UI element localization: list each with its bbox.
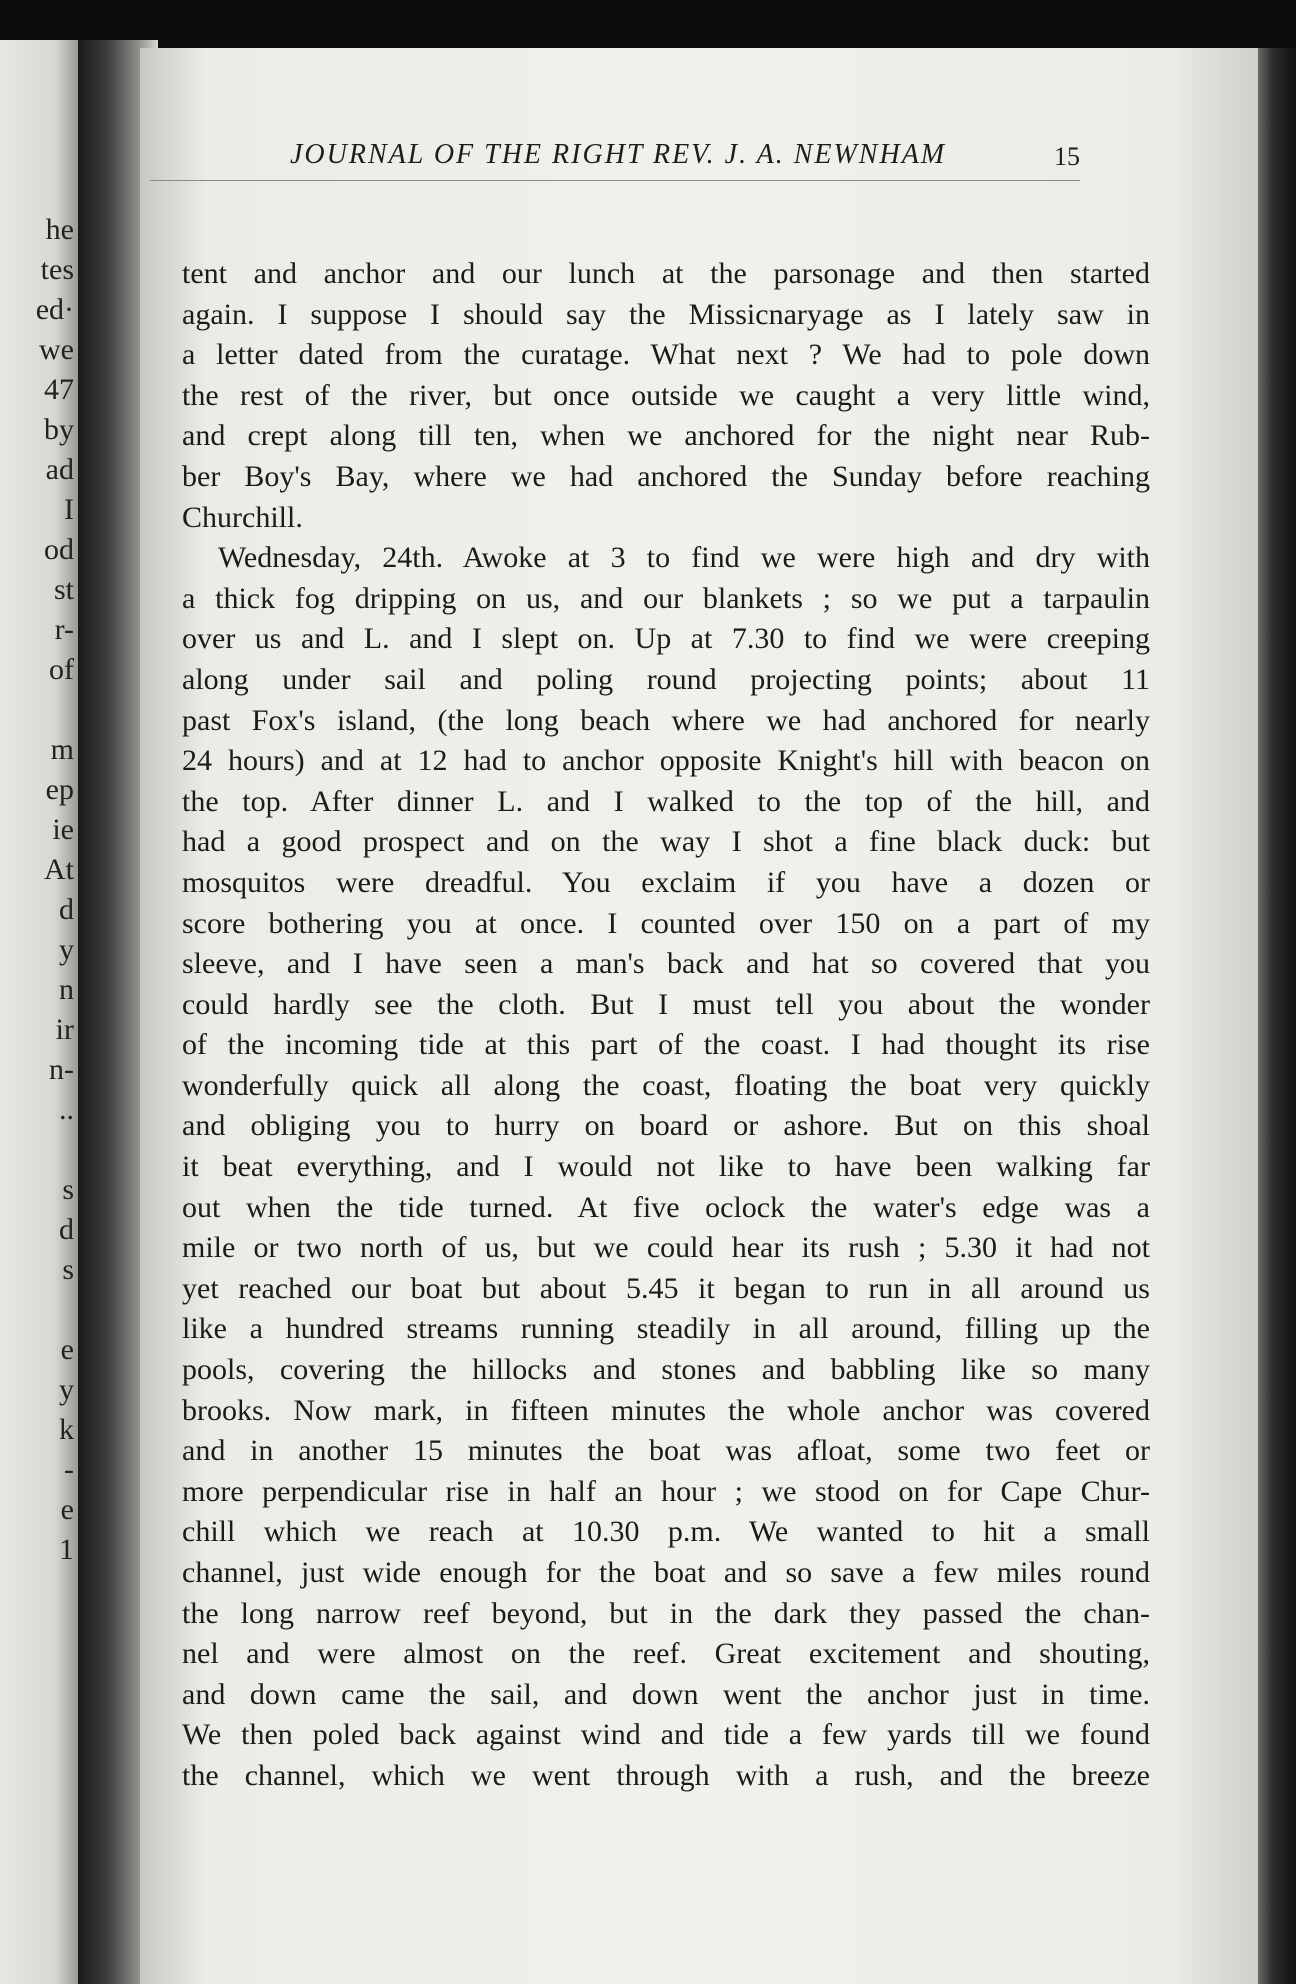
left-page-fragment: ad bbox=[45, 453, 74, 486]
text-line: like a hundred streams running steadily in all around, filling up the bbox=[182, 1312, 1150, 1346]
text-line: the channel, which we went through with a rush, and the breeze bbox=[182, 1758, 1150, 1792]
text-line: tent and anchor and our lunch at the parsonage and then started bbox=[182, 257, 1150, 290]
left-page-fragment: by bbox=[44, 413, 74, 446]
left-page-fragment: 47 bbox=[44, 373, 74, 406]
left-page-fragment: 1 bbox=[59, 1533, 74, 1566]
text-line: nel and were almost on the reef. Great excitement and shouting, bbox=[182, 1637, 1150, 1671]
text-line: and down came the sail, and down went the anchor just in time. bbox=[182, 1677, 1150, 1711]
text-line: again. I suppose I should say the Missicnaryage as I lately saw in bbox=[182, 297, 1150, 331]
left-page-fragment: ed· bbox=[35, 293, 74, 326]
left-page-fragment: n- bbox=[49, 1053, 74, 1086]
text-line: the rest of the river, but once outside we caught a very little wind, bbox=[182, 378, 1150, 412]
running-head-title: JOURNAL OF THE RIGHT REV. J. A. NEWNHAM bbox=[290, 139, 947, 170]
left-page-fragment: ir bbox=[55, 1013, 74, 1046]
left-page-edge bbox=[0, 40, 78, 1984]
left-page-fragment: y bbox=[59, 933, 74, 966]
left-page-fragment: ep bbox=[45, 773, 74, 806]
running-head bbox=[150, 130, 1080, 181]
text-line: and crept along till ten, when we anchored for the night near Rub- bbox=[182, 419, 1150, 453]
left-page-fragment: st bbox=[53, 573, 74, 606]
left-page-fragment: tes bbox=[40, 253, 74, 286]
left-page-fragment bbox=[0, 690, 78, 730]
body-text bbox=[182, 254, 1150, 1797]
text-line: over us and L. and I slept on. Up at 7.30 to find we were creeping bbox=[182, 622, 1150, 656]
left-page-fragment: he bbox=[45, 213, 74, 246]
left-page-fragment: e bbox=[60, 1493, 74, 1526]
right-page-edge bbox=[1258, 48, 1296, 1984]
left-page-fragment: d bbox=[59, 1213, 74, 1246]
text-line: 24 hours) and at 12 had to anchor opposite Knight's hill with beacon on bbox=[182, 744, 1150, 778]
left-page-fragment: At bbox=[44, 853, 74, 886]
text-line: the top. After dinner L. and I walked to the top of the hill, and bbox=[182, 784, 1150, 818]
left-page-fragment: m bbox=[50, 733, 74, 766]
text-line: more perpendicular rise in half an hour ; we stood on for Cape Chur- bbox=[182, 1474, 1150, 1508]
text-line: Churchill. bbox=[182, 500, 303, 534]
left-page-fragment bbox=[0, 1290, 78, 1330]
text-line: We then poled back against wind and tide a few yards till we found bbox=[182, 1718, 1150, 1752]
text-line: mosquitos were dreadful. You exclaim if you have a dozen or bbox=[182, 865, 1150, 899]
text-line: could hardly see the cloth. But I must tell you about the wonder bbox=[182, 987, 1150, 1021]
left-page-fragment: od bbox=[44, 533, 74, 566]
left-page-fragment: d bbox=[59, 893, 74, 926]
page-number: 15 bbox=[1054, 142, 1080, 171]
text-line: and obliging you to hurry on board or ashore. But on this shoal bbox=[182, 1109, 1150, 1143]
left-page-fragments bbox=[0, 210, 78, 1570]
left-page-fragment: .. bbox=[59, 1093, 74, 1126]
text-line: a letter dated from the curatage. What next ? We had to pole down bbox=[182, 338, 1150, 372]
text-line: brooks. Now mark, in fifteen minutes the whole anchor was covered bbox=[182, 1393, 1150, 1427]
text-line: had a good prospect and on the way I shot a fine black duck: but bbox=[182, 825, 1150, 859]
left-page-fragment: k bbox=[59, 1413, 74, 1446]
text-line: of the incoming tide at this part of the coast. I had thought its rise bbox=[182, 1028, 1150, 1062]
left-page-fragment: ie bbox=[52, 813, 74, 846]
text-line: channel, just wide enough for the boat and so save a few miles round bbox=[182, 1556, 1150, 1589]
text-line: ber Boy's Bay, where we had anchored the Sunday before reaching bbox=[182, 459, 1150, 493]
text-line: chill which we reach at 10.30 p.m. We wanted to hit a small bbox=[182, 1515, 1150, 1549]
left-page-fragment bbox=[0, 1130, 78, 1170]
left-page-fragment: s bbox=[62, 1173, 74, 1206]
text-line: Wednesday, 24th. Awoke at 3 to find we were high and dry with bbox=[218, 541, 1150, 575]
text-line: score bothering you at once. I counted over 150 on a part of my bbox=[182, 906, 1150, 940]
left-page-fragment: - bbox=[64, 1453, 74, 1486]
text-line: past Fox's island, (the long beach where we had anchored for nearly bbox=[182, 703, 1150, 737]
left-page-fragment: of bbox=[49, 653, 74, 686]
text-line: along under sail and poling round projecting points; about 11 bbox=[182, 662, 1150, 696]
left-page-fragment: y bbox=[59, 1373, 74, 1406]
left-page-fragment: e bbox=[60, 1333, 74, 1366]
text-line: sleeve, and I have seen a man's back and hat so covered that you bbox=[182, 947, 1150, 981]
left-page-fragment: n bbox=[59, 973, 74, 1006]
left-page-fragment: r- bbox=[54, 613, 74, 646]
text-line: wonderfully quick all along the coast, floating the boat very quickly bbox=[182, 1068, 1150, 1102]
text-line: mile or two north of us, but we could hear its rush ; 5.30 it had not bbox=[182, 1231, 1150, 1265]
left-page-fragment: I bbox=[64, 493, 74, 526]
text-line: out when the tide turned. At five oclock the water's edge was a bbox=[182, 1190, 1150, 1224]
text-line: a thick fog dripping on us, and our blankets ; so we put a tarpaulin bbox=[182, 581, 1150, 615]
text-line: and in another 15 minutes the boat was afloat, some two feet or bbox=[182, 1434, 1150, 1468]
text-line: yet reached our boat but about 5.45 it began to run in all around us bbox=[182, 1271, 1150, 1305]
text-line: it beat everything, and I would not like to have been walking far bbox=[182, 1150, 1150, 1184]
text-line: pools, covering the hillocks and stones and babbling like so many bbox=[182, 1353, 1150, 1387]
left-page-fragment: we bbox=[39, 333, 74, 366]
left-page-fragment: s bbox=[62, 1253, 74, 1286]
text-line: the long narrow reef beyond, but in the dark they passed the chan- bbox=[182, 1596, 1150, 1630]
